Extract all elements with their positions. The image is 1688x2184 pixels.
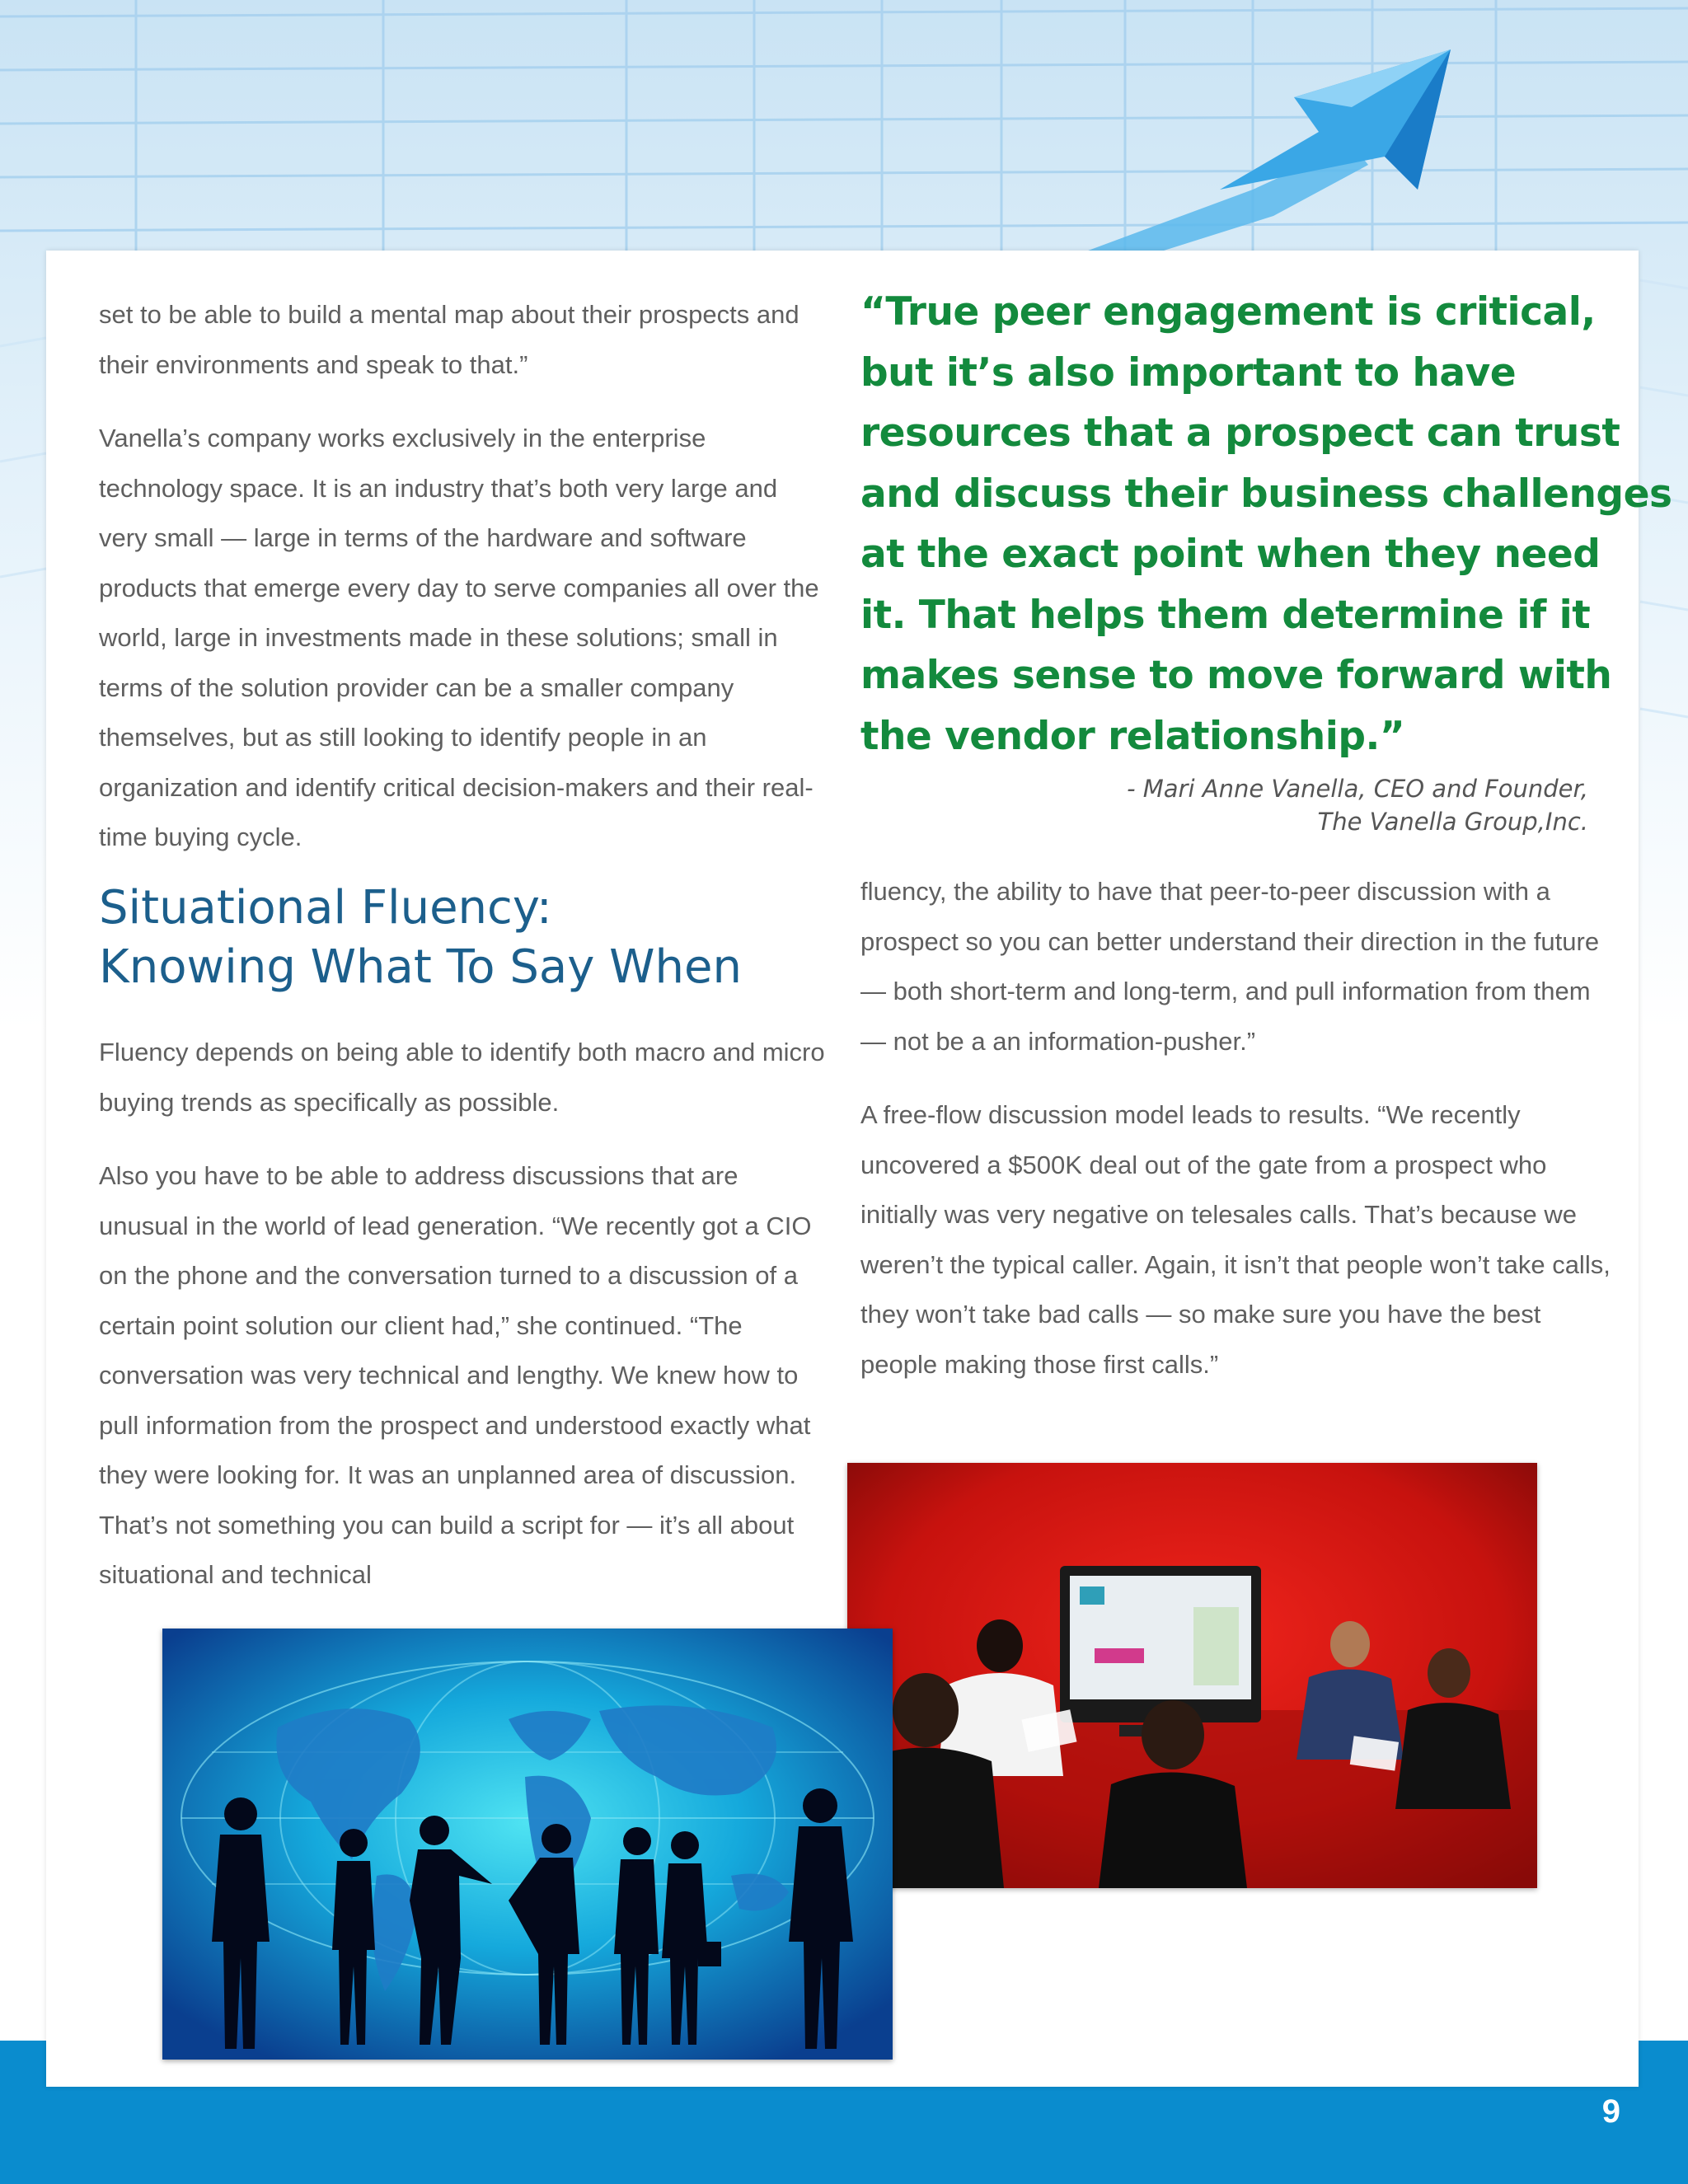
- paragraph: A free-flow discussion model leads to results. “We recently uncovered a $500K deal out of the gate from a prospect who initially was very negative on telesales calls. That’s because we weren’t the typical caller. Again, it isn’t that people won’t take calls, they won’t take bad calls — so make sure you have the best people making those first calls.”: [860, 1100, 1611, 1379]
- pull-quote-line: the vendor relationship.”: [860, 713, 1405, 759]
- pull-quote-line: it. That helps them determine if it: [860, 592, 1591, 638]
- pull-quote-line: makes sense to move forward with: [860, 653, 1612, 698]
- paragraph: Vanella’s company works exclusively in the enterprise technology space. It is an industry that’s both very large and very small — large in terms of the hardware and software products that emerge every day to serve companies all over the world, large in investments made in these solutions; small in terms of the solution provider can be a smaller company themselves, but as still looking to identify people in an organization and identify critical decision-makers and their real-time buying cycle.: [99, 424, 819, 851]
- paragraph: fluency, the ability to have that peer-to-peer discussion with a prospect so you can better understand their direction in the future — both short-term and long-term, and pull information from them — not be a an information-pusher.”: [860, 877, 1600, 1056]
- section-heading-line: Knowing What To Say When: [99, 940, 742, 994]
- pull-quote-line: at the exact point when they need: [860, 532, 1601, 577]
- world-map-silhouettes-photo: [162, 1629, 893, 2060]
- attribution-line: - Mari Anne Vanella, CEO and Founder,: [1127, 775, 1588, 803]
- pull-quote-line: and discuss their business challenges: [860, 471, 1672, 517]
- paragraph: set to be able to build a mental map about their prospects and their environments and speak to that.”: [99, 300, 799, 379]
- pull-quote-line: “True peer engagement is critical,: [860, 289, 1596, 335]
- paragraph: Also you have to be able to address discussions that are unusual in the world of lead generation. “We recently got a CIO on the phone and the conversation turned to a discussion of a certain point solution our client had,” she continued. “The conversation was very technical and lengthy. We knew how to pull information from the prospect and understood exactly what they were looking for. It was an unplanned area of discussion. That’s not something you can build a script for — it’s all about situational and technical: [99, 1161, 812, 1589]
- right-column-text: [860, 867, 1611, 1390]
- pull-quote: [860, 282, 1672, 766]
- section-heading-line: Situational Fluency:: [99, 881, 552, 935]
- rising-arrow-graphic: [1030, 49, 1451, 272]
- meeting-photo: [847, 1463, 1537, 1888]
- pull-quote-line: resources that a prospect can trust: [860, 410, 1620, 456]
- paragraph: Fluency depends on being able to identify both macro and micro buying trends as specifically as possible.: [99, 1038, 825, 1117]
- pull-quote-line: but it’s also important to have: [860, 349, 1517, 396]
- page-number: 9: [1601, 2093, 1620, 2130]
- attribution-line: The Vanella Group,Inc.: [1317, 808, 1588, 836]
- quote-attribution: [1127, 772, 1588, 838]
- left-column-text-continued: [99, 1028, 832, 1601]
- section-heading: [99, 879, 841, 997]
- left-column-text: [99, 290, 832, 863]
